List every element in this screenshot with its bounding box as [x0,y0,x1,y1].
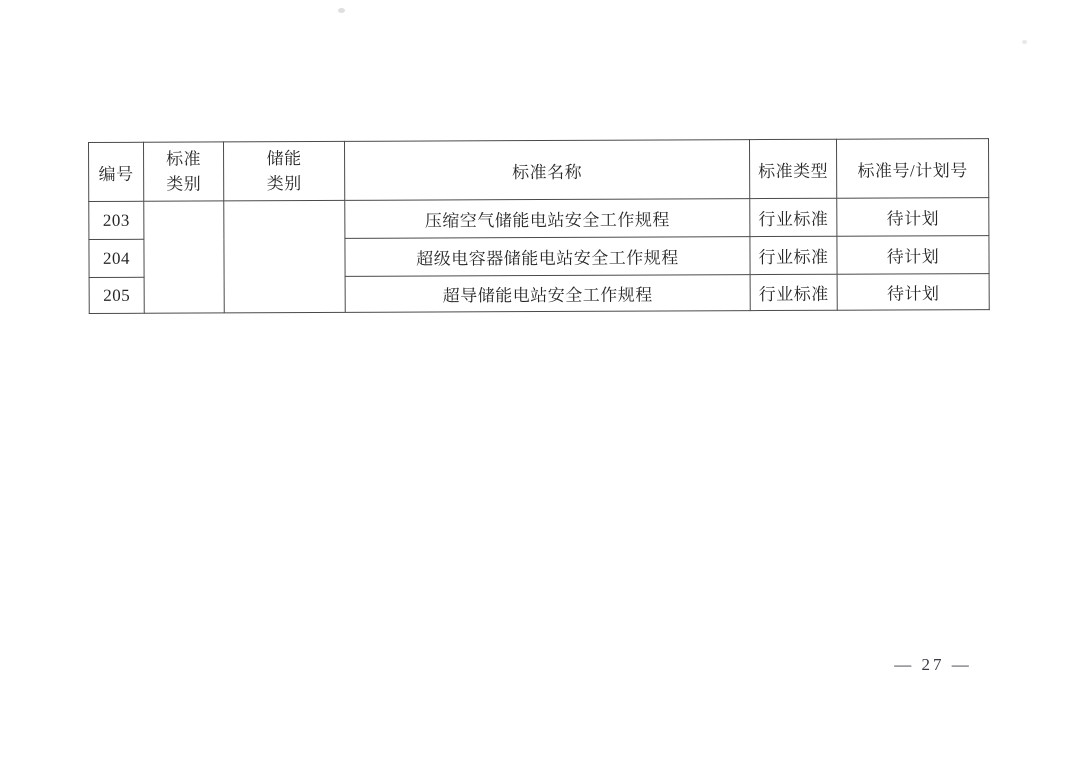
cell-name: 压缩空气储能电站安全工作规程 [345,199,750,239]
cell-number: 待计划 [837,236,989,275]
scan-artifact [1022,40,1027,44]
cell-type: 行业标准 [750,198,837,236]
header-label: 类别 [166,174,202,194]
cell-storage-category-merged [224,200,345,313]
header-label: 标准类型 [758,161,829,181]
cell-id: 205 [89,277,144,313]
cell-number: 待计划 [837,274,989,311]
header-cell-std-category [144,142,224,201]
standards-table-wrapper [88,138,990,314]
header-label: 标准号/计划号 [857,160,968,181]
cell-id: 204 [89,239,144,277]
header-label: 类别 [266,174,302,194]
table-row [89,198,989,240]
scan-artifact [338,8,345,13]
header-cell-storage-category [224,141,345,201]
header-label: 储能 [266,149,302,169]
header-label: 标准名称 [512,162,583,182]
header-cell-type [749,139,836,198]
header-cell-number [836,139,988,199]
cell-std-category-merged [144,201,224,313]
standards-table [88,138,990,314]
page-number: — 27 — [894,655,972,674]
cell-type: 行业标准 [750,274,837,310]
header-cell-name [344,140,749,201]
header-cell-id [89,142,144,201]
cell-type: 行业标准 [750,236,837,274]
header-label: 标准 [166,149,202,169]
header-label: 编号 [98,164,134,184]
cell-name: 超级电容器储能电站安全工作规程 [345,237,750,277]
cell-id: 203 [89,201,144,239]
cell-name: 超导储能电站安全工作规程 [345,275,750,313]
table-header-row [89,139,989,202]
cell-number: 待计划 [837,198,989,237]
